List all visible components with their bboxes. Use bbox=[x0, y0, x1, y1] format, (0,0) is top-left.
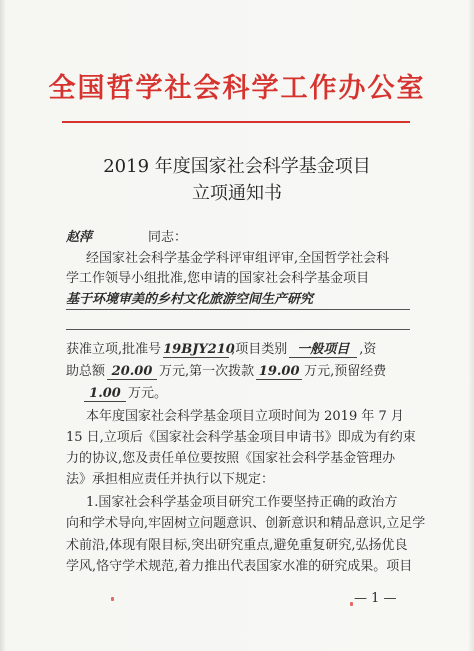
approval-number: 19BJY210 bbox=[163, 342, 235, 357]
issuer-header: 全国哲学社会科学工作办公室 bbox=[48, 73, 426, 104]
approval-line3: 1.00 万元。 bbox=[66, 386, 410, 402]
blank-underline bbox=[66, 329, 410, 330]
paragraph3-line4: 学风,恪守学术规范,着力推出代表国家水准的研究成果。项目 bbox=[66, 559, 413, 574]
document-title-line2: 立项通知书 bbox=[192, 183, 282, 204]
paragraph2-line2: 15 日,立项后《国家社会科学基金项目申请书》即成为有约束 bbox=[66, 430, 416, 445]
approval-line2: 助总额 20.00 万元,第一次拨款 19.00 万元,预留经费 bbox=[66, 364, 387, 379]
project-title: 基于环境审美的乡村文化旅游空间生产研究 bbox=[66, 292, 314, 307]
paragraph3-line3: 术前沿,体现有限目标,突出研究重点,避免重复研究,弘扬优良 bbox=[66, 538, 408, 553]
paragraph3-line2: 向和学术导向,牢固树立问题意识、创新意识和精品意识,立足学 bbox=[66, 516, 426, 531]
page-number: — 1 — bbox=[354, 591, 397, 606]
paragraph1-line1: 经国家社会科学基金学科评审组评审,全国哲学社会科 bbox=[86, 251, 390, 266]
salutation-suffix: 同志： bbox=[148, 230, 188, 245]
first-allocation: 19.00 bbox=[256, 365, 302, 380]
project-category: 一般项目 bbox=[289, 343, 357, 358]
project-title-underline bbox=[66, 309, 410, 310]
red-mark bbox=[111, 597, 114, 601]
document-title-line1: 2019 年度国家社会科学基金项目 bbox=[103, 156, 371, 177]
paragraph3-line1: 1.国家社会科学基金项目研究工作要坚持正确的政治方 bbox=[86, 495, 398, 510]
approval-line1: 获准立项,批准号 19BJY210,项目类别 一般项目 ,资 bbox=[66, 342, 377, 357]
paragraph2-line4: 法》承担相应责任并执行以下规定： bbox=[66, 472, 275, 487]
red-mark bbox=[350, 602, 353, 606]
total-funding: 20.00 bbox=[107, 365, 157, 380]
paragraph1-line2: 学工作领导小组批准,您申请的国家社会科学基金项目 bbox=[66, 271, 370, 286]
recipient-name: 赵萍 bbox=[66, 230, 93, 245]
salutation bbox=[66, 230, 410, 245]
paragraph2-line1: 本年度国家社会科学基金项目立项时间为 2019 年 7 月 bbox=[86, 409, 404, 424]
reserve-funding: 1.00 bbox=[84, 387, 126, 402]
red-divider bbox=[62, 121, 410, 123]
paragraph2-line3: 力的协议,您及责任单位要按照《国家社会科学基金管理办 bbox=[66, 451, 396, 466]
